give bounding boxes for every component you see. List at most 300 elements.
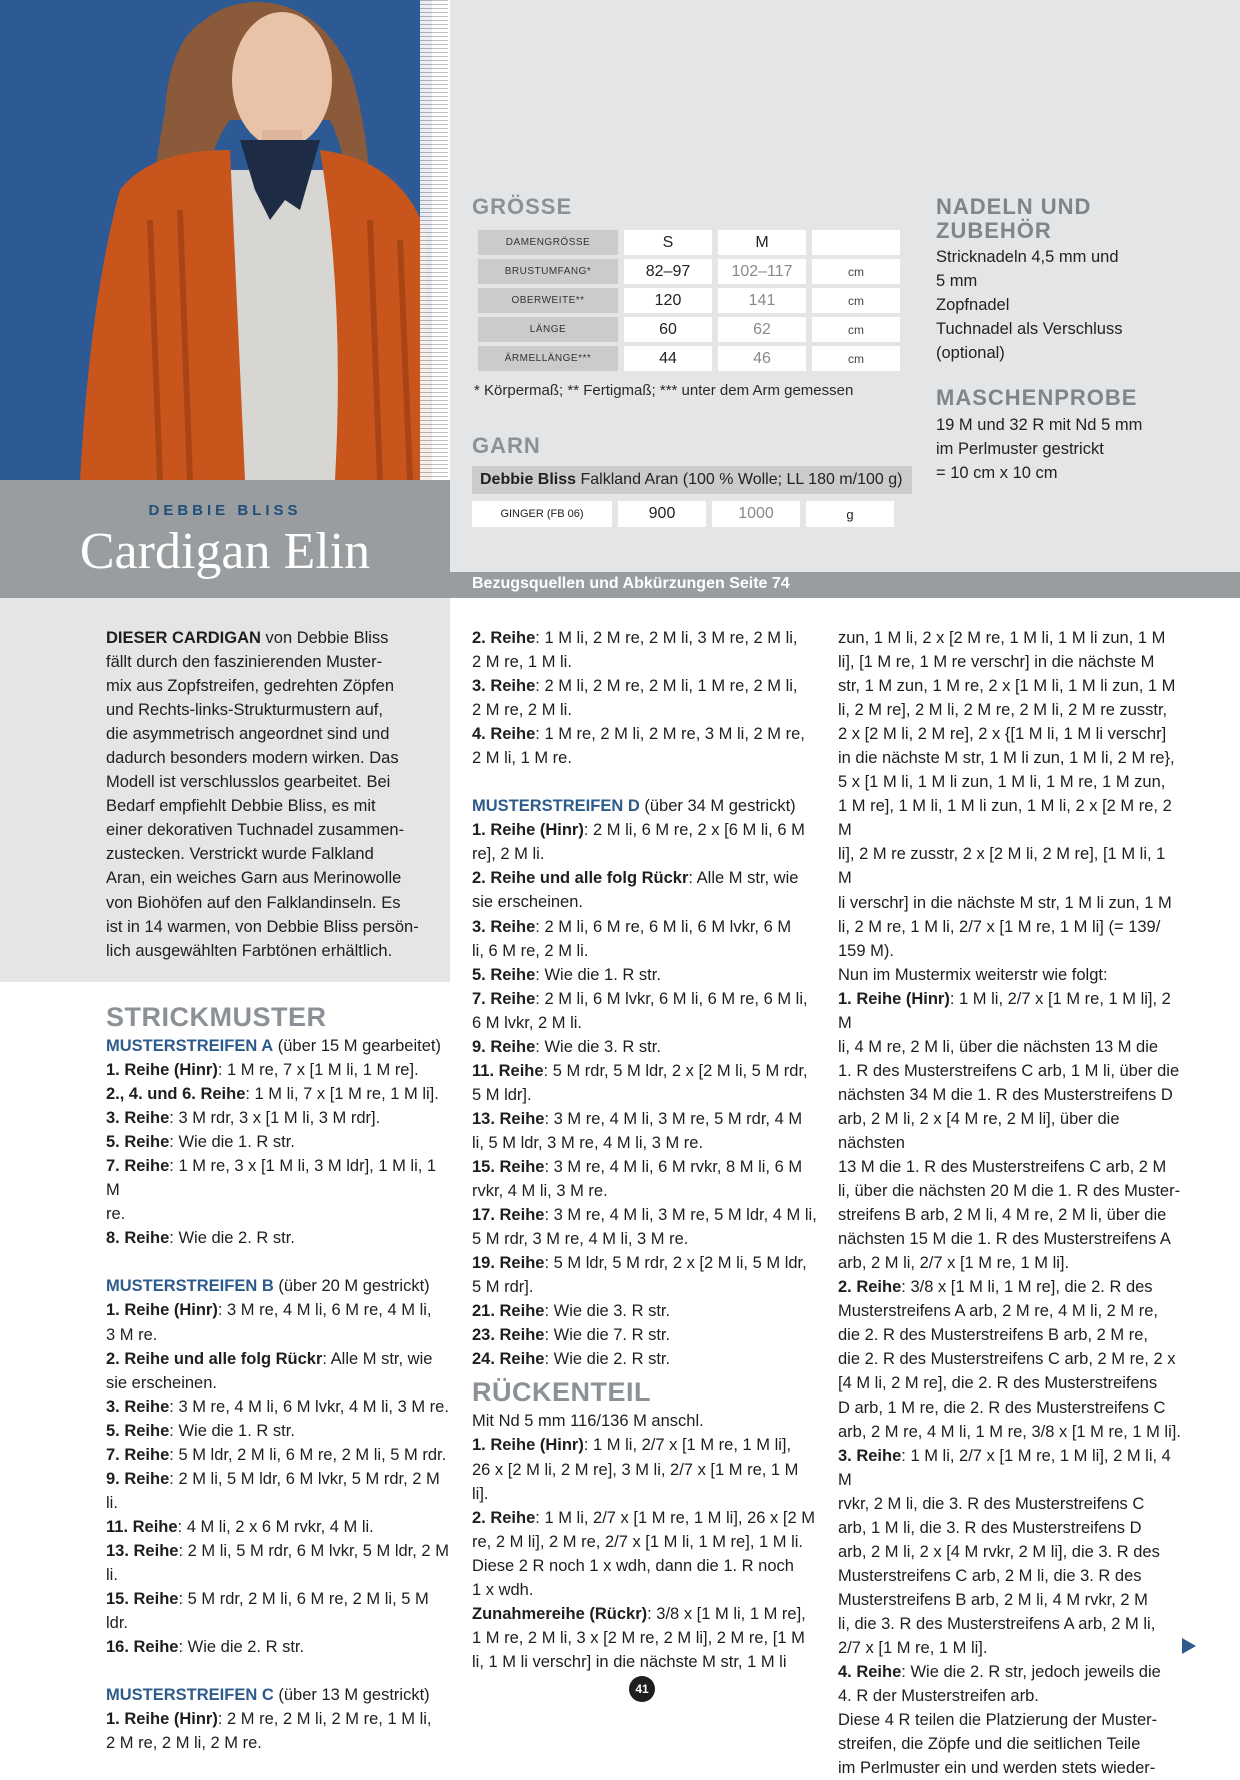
row-text: streifen, die Zöpfe und die seitlichen Teile	[838, 1735, 1141, 1754]
instruction-line	[106, 1587, 451, 1635]
row-label: 1. Reihe (Hinr)	[472, 821, 584, 840]
instruction-line	[838, 1444, 1183, 1492]
row-text: Diese 2 R noch 1 x wdh, dann die 1. R noch	[472, 1556, 794, 1575]
size-m: 46	[718, 346, 806, 371]
row-text: : 1 M li, 2/7 x [1 M re, 1 M li], 26 x [2 M	[535, 1508, 815, 1527]
instruction-line	[472, 1299, 817, 1323]
intro-line: dadurch besonders modern wirken. Das	[106, 749, 399, 768]
yarn-table	[466, 497, 900, 531]
row-text: Musterstreifens A arb, 2 M re, 4 M li, 2 M re,	[838, 1302, 1159, 1321]
row-text: rvkr, 2 M li, die 3. R des Musterstreifens C	[838, 1494, 1145, 1513]
instruction-line	[472, 1179, 817, 1203]
intro-text	[106, 626, 441, 963]
intro-line: Bedarf empfiehlt Debbie Bliss, es mit	[106, 797, 376, 816]
instruction-line	[472, 1203, 817, 1227]
row-text: 1. R des Musterstreifens C arb, 1 M li, über die	[838, 1061, 1180, 1080]
instruction-line	[838, 1588, 1183, 1612]
instruction-line	[472, 1578, 817, 1602]
section-heading: STRICKMUSTER	[106, 1002, 327, 1032]
size-s: 120	[624, 288, 712, 313]
row-text: : Wie die 1. R str.	[169, 1133, 295, 1152]
stripe-note: (über 15 M gearbeitet)	[273, 1037, 441, 1055]
yarn-desc: Falkland Aran (100 % Wolle; LL 180 m/100 g)	[580, 471, 903, 488]
instruction-line	[838, 794, 1183, 842]
intro-line: lich ausgewählten Farbtönen erhältlich.	[106, 941, 393, 960]
row-text: 26 x [2 M li, 2 M re], 3 M li, 2/7 x [1 M re, 1 M li].	[472, 1460, 799, 1503]
instruction-line	[838, 674, 1183, 698]
row-text: : 5 M ldr, 5 M rdr, 2 x [2 M li, 5 M ldr,	[544, 1254, 807, 1273]
instruction-line	[838, 650, 1183, 674]
stripe-c-rows-cont	[472, 626, 817, 770]
row-text: D arb, 1 M re, die 2. R des Musterstreifens C	[838, 1398, 1166, 1417]
spacer	[106, 1659, 451, 1683]
row-text: li, über die nächsten 20 M die 1. R des Muster-	[838, 1182, 1181, 1201]
row-text: li, 6 M re, 2 M li.	[472, 941, 589, 960]
subsection-heading	[106, 1034, 451, 1058]
instruction-line	[472, 890, 817, 914]
size-unit: cm	[812, 346, 900, 371]
size-m: 102–117	[718, 259, 806, 284]
stripe-c-rows	[106, 1707, 451, 1755]
instruction-line	[838, 842, 1183, 890]
size-label: ÄRMELLÄNGE***	[478, 346, 618, 371]
page-number: 41	[629, 1676, 655, 1702]
intro-line: mix aus Zopfstreifen, gedrehten Zöpfen	[106, 677, 394, 696]
instruction-line	[106, 1130, 451, 1154]
row-text: 2 M re, 1 M li.	[472, 653, 572, 672]
instruction-line	[838, 891, 1183, 915]
intro-line: zustecken. Verstrickt wurde Falkland	[106, 845, 374, 864]
row-text: arb, 1 M li, die 3. R des Musterstreifens D	[838, 1518, 1142, 1537]
instruction-line	[838, 1371, 1183, 1395]
instruction-line	[838, 1299, 1183, 1323]
row-label: 7. Reihe	[106, 1157, 170, 1176]
yarn-unit: g	[806, 501, 894, 527]
stripe-a-heading: MUSTERSTREIFEN A	[106, 1037, 274, 1055]
row-label: 2., 4. und 6. Reihe	[106, 1085, 246, 1104]
table-row	[472, 501, 894, 527]
row-label: 3. Reihe	[472, 917, 536, 936]
instruction-line	[472, 1107, 817, 1131]
row-text: 2 M li, 1 M re.	[472, 749, 572, 768]
instruction-line	[472, 674, 817, 698]
instruction-line	[472, 1554, 817, 1578]
intro-line: von Biohöfen auf den Falklandinseln. Es	[106, 893, 401, 912]
row-label: 9. Reihe	[472, 1037, 536, 1056]
instruction-line	[106, 1202, 451, 1226]
row-text: li, 5 M ldr, 3 M re, 4 M li, 3 M re.	[472, 1133, 704, 1152]
row-text: : 1 M li, 2/7 x [1 M re, 1 M li],	[583, 1436, 792, 1455]
row-text: : Wie die 2. R str.	[544, 1350, 671, 1369]
intro-line: die asymmetrisch angeordnet sind und	[106, 725, 390, 744]
row-text: arb, 2 M li, 2 x [4 M re, 2 M li], über die nächsten	[838, 1109, 1120, 1152]
size-label: DAMENGRÖSSE	[478, 230, 618, 255]
instruction-line	[838, 698, 1183, 722]
intro-line: ist in 14 warmen, von Debbie Bliss persön-	[106, 917, 419, 936]
row-label: 1. Reihe (Hinr)	[106, 1301, 218, 1320]
row-label: 2. Reihe und alle folg Rückr	[472, 869, 689, 888]
row-text: li], [1 M re, 1 M re verschr] in die nächste M	[838, 653, 1155, 672]
size-unit: cm	[812, 259, 900, 284]
row-text: sie erscheinen.	[472, 893, 583, 912]
stripe-a-rows	[106, 1058, 451, 1250]
row-text: : Wie die 7. R str.	[544, 1326, 671, 1345]
subsection-heading	[106, 1274, 451, 1298]
row-text: : Wie die 2. R str.	[169, 1229, 295, 1248]
row-text: : 2 M li, 2 M re, 2 M li, 1 M re, 2 M li,	[535, 677, 798, 696]
size-unit: cm	[812, 317, 900, 342]
instruction-line	[838, 770, 1183, 794]
row-text: : 1 M re, 3 x [1 M li, 3 M ldr], 1 M li, 1 M	[106, 1157, 437, 1200]
row-text: : 3 M re, 4 M li, 6 M re, 4 M li,	[217, 1301, 432, 1320]
intro-line: Modell ist verschlusslos gearbeitet. Bei	[106, 773, 391, 792]
row-text: arb, 2 M li, 2 x [4 M rvkr, 2 M li], die 3. R des	[838, 1542, 1160, 1561]
row-text: re, 2 M li], 2 M re, 2/7 x [1 M li, 1 M re], 1 M li.	[472, 1532, 803, 1551]
row-label: 15. Reihe	[106, 1590, 179, 1609]
row-text: : Alle M str, wie	[322, 1349, 433, 1368]
instruction-line	[838, 1203, 1183, 1227]
size-s: 60	[624, 317, 712, 342]
instruction-line	[472, 1458, 817, 1506]
size-heading: GRÖSSE	[472, 194, 573, 219]
stripe-d-rows	[472, 818, 817, 1371]
instruction-line	[472, 1506, 817, 1530]
row-label: 5. Reihe	[106, 1133, 170, 1152]
gauge-line: = 10 cm x 10 cm	[936, 464, 1058, 482]
row-text: li, 1 M li verschr] in die nächste M str, 1 M li	[472, 1652, 787, 1671]
stripe-note: (über 13 M gestrickt)	[273, 1686, 430, 1705]
instruction-line	[106, 1347, 451, 1371]
size-m: 141	[718, 288, 806, 313]
gauge-heading: MASCHENPROBE	[936, 385, 1138, 410]
row-label: 21. Reihe	[472, 1302, 545, 1321]
row-text: : 1 M re, 7 x [1 M li, 1 M re].	[217, 1061, 419, 1080]
row-text: : 3 M re, 4 M li, 6 M lvkr, 4 M li, 3 M re.	[169, 1397, 449, 1416]
row-text: : Wie die 1. R str.	[535, 965, 661, 984]
row-text: : 2 M li, 6 M re, 6 M li, 6 M lvkr, 6 M	[535, 917, 792, 936]
instruction-line	[106, 1298, 451, 1322]
instruction-line	[838, 1323, 1183, 1347]
back-rows-cont	[838, 626, 1183, 1780]
instruction-line	[472, 1650, 817, 1674]
instruction-line	[472, 1059, 817, 1083]
needles-item: Zopfnadel	[936, 296, 1010, 314]
table-row	[478, 288, 900, 313]
yarn-brand: Debbie Bliss	[480, 471, 577, 488]
needles-item: (optional)	[936, 344, 1005, 362]
instruction-line	[472, 1035, 817, 1059]
row-label: 13. Reihe	[106, 1541, 179, 1560]
row-text: Mit Nd 5 mm 116/136 M anschl.	[472, 1412, 704, 1431]
row-text: : 1 M li, 2/7 x [1 M re, 1 M li], 2 M li, 4 M	[838, 1446, 1171, 1489]
row-text: 2 M re, 2 M li.	[472, 701, 572, 720]
row-label: 3. Reihe	[106, 1109, 170, 1128]
instruction-line	[838, 1059, 1183, 1083]
instruction-line	[472, 1347, 817, 1371]
row-label: 3. Reihe	[472, 677, 536, 696]
row-label: 2. Reihe und alle folg Rückr	[106, 1349, 323, 1368]
gauge-text	[936, 413, 1142, 485]
intro-line: Aran, ein weiches Garn aus Merinowolle	[106, 869, 402, 888]
instruction-line	[472, 1011, 817, 1035]
source-note: Bezugsquellen und Abkürzungen Seite 74	[472, 575, 790, 592]
row-label: 2. Reihe	[472, 1508, 536, 1527]
size-footnote: * Körpermaß; ** Fertigmaß; *** unter dem Arm gemessen	[474, 382, 854, 399]
page-title: Cardigan Elin	[79, 523, 371, 580]
row-label: 7. Reihe	[472, 989, 536, 1008]
row-text: : Wie die 3. R str.	[535, 1037, 661, 1056]
row-text: Musterstreifens C arb, 2 M li, die 3. R des	[838, 1566, 1142, 1585]
row-text: : 5 M ldr, 2 M li, 6 M re, 2 M li, 5 M rdr.	[169, 1445, 447, 1464]
instruction-line	[838, 1035, 1183, 1059]
row-text: Musterstreifens B arb, 2 M li, 4 M rvkr, 2 M	[838, 1590, 1148, 1609]
row-text: li, die 3. R des Musterstreifens A arb, 2 M li,	[838, 1614, 1156, 1633]
row-text: in die nächste M str, 1 M li zun, 1 M li, 2 M re},	[838, 749, 1175, 768]
size-s: 44	[624, 346, 712, 371]
row-label: 3. Reihe	[838, 1446, 902, 1465]
row-text: re.	[106, 1205, 126, 1224]
instruction-line	[106, 1707, 451, 1731]
row-label: 19. Reihe	[472, 1254, 545, 1273]
row-label: 4. Reihe	[472, 725, 536, 744]
gauge-line: 19 M und 32 R mit Nd 5 mm	[936, 416, 1143, 434]
row-label: 24. Reihe	[472, 1350, 545, 1369]
yarn-color: GINGER (FB 06)	[472, 501, 612, 527]
instruction-line	[472, 746, 817, 770]
row-label: 2. Reihe	[838, 1278, 902, 1297]
row-label: 17. Reihe	[472, 1206, 545, 1225]
instruction-line	[838, 1251, 1183, 1275]
row-label: 1. Reihe (Hinr)	[472, 1436, 584, 1455]
row-text: li, 4 M re, 2 M li, über die nächsten 13 M die	[838, 1037, 1159, 1056]
gauge-line: im Perlmuster gestrickt	[936, 440, 1104, 458]
instruction-line	[838, 626, 1183, 650]
row-text: zun, 1 M li, 2 x [2 M re, 1 M li, 1 M li zun, 1 M	[838, 629, 1166, 647]
instruction-line	[472, 1602, 817, 1626]
row-label: Zunahmereihe (Rückr)	[472, 1604, 648, 1623]
row-text: : 3 M rdr, 3 x [1 M li, 3 M rdr].	[169, 1109, 381, 1128]
stripe-note: (über 34 M gestrickt)	[639, 797, 796, 816]
instruction-line	[838, 1636, 1183, 1660]
needles-heading	[936, 195, 1091, 243]
size-s: 82–97	[624, 259, 712, 284]
instruction-line	[838, 1564, 1183, 1588]
spacer	[472, 770, 817, 794]
instruction-line	[106, 1539, 451, 1587]
row-text: li, 2 M re, 1 M li, 2/7 x [1 M re, 1 M li] (= 139/	[838, 917, 1161, 936]
row-text: : Wie die 1. R str.	[169, 1421, 295, 1440]
row-text: Diese 4 R teilen die Platzierung der Muster-	[838, 1711, 1158, 1730]
row-text: : Wie die 2. R str.	[178, 1638, 305, 1657]
instruction-line	[838, 1492, 1183, 1516]
instruction-line	[838, 722, 1183, 746]
instruction-line	[838, 1540, 1183, 1564]
instruction-line	[838, 963, 1183, 987]
size-m: 62	[718, 317, 806, 342]
row-text: die 2. R des Musterstreifens C arb, 2 M re, 2 x	[838, 1350, 1176, 1369]
instruction-line	[838, 1396, 1183, 1420]
size-label: LÄNGE	[478, 317, 618, 342]
needles-item: Tuchnadel als Verschluss	[936, 320, 1123, 338]
row-text: 3 M re.	[106, 1325, 158, 1344]
size-m: M	[718, 230, 806, 255]
yarn-m: 1000	[712, 501, 800, 527]
instruction-line	[838, 1660, 1183, 1684]
section-heading: RÜCKENTEIL	[472, 1377, 651, 1408]
size-s: S	[624, 230, 712, 255]
instruction-line	[838, 1708, 1183, 1732]
row-label: 16. Reihe	[106, 1638, 179, 1657]
row-text: : 1 M li, 2 M re, 2 M li, 3 M re, 2 M li,	[535, 629, 798, 647]
size-unit	[812, 230, 900, 255]
yarn-heading: GARN	[472, 433, 541, 458]
designer-name: DEBBIE BLISS	[148, 502, 302, 519]
stripe-d-heading: MUSTERSTREIFEN D	[472, 797, 640, 816]
instruction-line	[472, 1409, 817, 1433]
intro-line: und Rechts-links-Strukturmustern auf,	[106, 701, 383, 720]
instruction-line	[838, 915, 1183, 939]
yarn-s: 900	[618, 501, 706, 527]
row-text: arb, 2 M re, 4 M li, 1 M re, 3/8 x [1 M re, 1 M li].	[838, 1422, 1181, 1441]
triangle-right-icon	[1182, 1638, 1196, 1654]
instruction-line	[472, 650, 817, 674]
instruction-line	[472, 722, 817, 746]
stripe-b-heading: MUSTERSTREIFEN B	[106, 1277, 274, 1296]
instruction-line	[106, 1515, 451, 1539]
row-text: 1 M re], 1 M li, 1 M li zun, 1 M li, 2 x [2 M re, 2 M	[838, 797, 1172, 840]
row-text: li], 2 M re zusstr, 2 x [2 M li, 2 M re], [1 M li, 1 M	[838, 845, 1166, 888]
row-label: 1. Reihe (Hinr)	[106, 1061, 218, 1080]
row-label: 1. Reihe (Hinr)	[838, 989, 950, 1008]
instruction-line	[472, 1251, 817, 1275]
instruction-line	[472, 1626, 817, 1650]
instruction-line	[838, 1420, 1183, 1444]
row-text: Nun im Mustermix weiterstr wie folgt:	[838, 965, 1108, 984]
instruction-line	[472, 626, 817, 650]
instruction-line	[472, 1323, 817, 1347]
model-photo	[0, 0, 432, 480]
row-label: 4. Reihe	[838, 1663, 902, 1682]
instruction-line	[838, 1684, 1183, 1708]
row-text: : 3 M re, 4 M li, 3 M re, 5 M rdr, 4 M	[544, 1109, 803, 1128]
instruction-line	[838, 987, 1183, 1035]
row-label: 5. Reihe	[472, 965, 536, 984]
row-text: str, 1 M zun, 1 M re, 2 x [1 M li, 1 M li zun, 1 M	[838, 677, 1176, 696]
size-table	[472, 226, 906, 375]
row-text: : 3 M re, 4 M li, 6 M rvkr, 8 M li, 6 M	[544, 1157, 803, 1176]
instruction-line	[472, 987, 817, 1011]
row-text: : 5 M rdr, 2 M li, 6 M re, 2 M li, 5 M ldr.	[106, 1590, 429, 1633]
column-1	[106, 1000, 451, 1755]
size-label: OBERWEITE**	[478, 288, 618, 313]
table-row	[478, 317, 900, 342]
instruction-line	[106, 1731, 451, 1755]
instruction-line	[472, 1275, 817, 1299]
instruction-line	[106, 1323, 451, 1347]
intro-line-text: von Debbie Bliss	[260, 629, 389, 647]
row-text: streifens B arb, 2 M li, 4 M re, 2 M li, über die	[838, 1206, 1167, 1225]
row-text: 2/7 x [1 M re, 1 M li].	[838, 1638, 988, 1657]
subsection-heading	[106, 1683, 451, 1707]
row-text: : 2 M li, 6 M lvkr, 6 M li, 6 M re, 6 M li,	[535, 989, 808, 1008]
instruction-line	[106, 1082, 451, 1106]
row-text: 5 M ldr].	[472, 1085, 532, 1104]
instruction-line	[472, 939, 817, 963]
intro-lead: DIESER CARDIGAN	[106, 629, 261, 647]
row-label: 23. Reihe	[472, 1326, 545, 1345]
instruction-line	[472, 1433, 817, 1457]
subsection-heading	[472, 794, 817, 818]
row-label: 2. Reihe	[472, 629, 536, 647]
instruction-line	[838, 746, 1183, 770]
instruction-line	[106, 1635, 451, 1659]
row-text: 5 M rdr].	[472, 1278, 534, 1297]
row-text: 2 x [2 M li, 2 M re], 2 x {[1 M li, 1 M li verschr]	[838, 725, 1167, 744]
column-3	[838, 626, 1183, 1780]
stripe-c-heading: MUSTERSTREIFEN C	[106, 1686, 274, 1705]
row-text: arb, 2 M li, 2/7 x [1 M re, 1 M li].	[838, 1254, 1070, 1273]
needles-heading-line: NADELN UND	[936, 194, 1092, 219]
row-text: nächsten 34 M die 1. R des Musterstreifens D	[838, 1085, 1173, 1104]
instruction-line	[472, 915, 817, 939]
row-label: 5. Reihe	[106, 1421, 170, 1440]
row-text: 1 M re, 2 M li, 3 x [2 M re, 2 M li], 2 M re, [1 M	[472, 1628, 805, 1647]
instruction-line	[472, 1083, 817, 1107]
instruction-line	[838, 1732, 1183, 1756]
spacer	[106, 1250, 451, 1274]
row-text: 13 M die 1. R des Musterstreifens C arb, 2 M	[838, 1158, 1167, 1177]
row-text: nächsten 15 M die 1. R des Musterstreifens A	[838, 1230, 1171, 1249]
table-row	[478, 259, 900, 284]
instruction-line	[106, 1371, 451, 1395]
instruction-line	[106, 1419, 451, 1443]
needles-list	[936, 245, 1123, 365]
instruction-line	[838, 1275, 1183, 1299]
instruction-line	[472, 963, 817, 987]
row-text: die 2. R des Musterstreifens B arb, 2 M re,	[838, 1326, 1148, 1345]
row-text: : 1 M re, 2 M li, 2 M re, 3 M li, 2 M re,	[535, 725, 805, 744]
row-text: rvkr, 4 M li, 3 M re.	[472, 1182, 608, 1201]
instruction-line	[106, 1106, 451, 1130]
instruction-line	[472, 698, 817, 722]
needles-item: 5 mm	[936, 272, 978, 290]
row-label: 9. Reihe	[106, 1469, 170, 1488]
back-rows	[472, 1409, 817, 1674]
needles-item: Stricknadeln 4,5 mm und	[936, 248, 1119, 266]
row-label: 7. Reihe	[106, 1445, 170, 1464]
row-text: : 2 M li, 6 M re, 2 x [6 M li, 6 M	[583, 821, 805, 840]
row-text: : 5 M rdr, 5 M ldr, 2 x [2 M li, 5 M rdr,	[543, 1061, 808, 1080]
table-row	[478, 230, 900, 255]
row-text: : 3/8 x [1 M li, 1 M re], die 2. R des	[901, 1278, 1153, 1297]
row-text: 1 x wdh.	[472, 1580, 534, 1599]
row-text: : 2 M li, 5 M rdr, 6 M lvkr, 5 M ldr, 2 M li.	[106, 1541, 449, 1584]
instruction-line	[472, 1131, 817, 1155]
row-text: li, 2 M re], 2 M li, 2 M re, 2 M li, 2 M re zusstr,	[838, 701, 1168, 720]
instruction-line	[472, 1530, 817, 1554]
row-label: 3. Reihe	[106, 1397, 170, 1416]
row-text: im Perlmuster ein und werden stets wieder-	[838, 1759, 1156, 1778]
row-text: : 1 M li, 7 x [1 M re, 1 M li].	[245, 1085, 439, 1104]
instruction-line	[838, 939, 1183, 963]
size-unit: cm	[812, 288, 900, 313]
row-text: 6 M lvkr, 2 M li.	[472, 1013, 583, 1032]
row-text: 4. R der Musterstreifen arb.	[838, 1687, 1039, 1706]
intro-line: einer dekorativen Tuchnadel zusammen-	[106, 821, 405, 840]
row-text: : 3/8 x [1 M li, 1 M re],	[647, 1604, 806, 1623]
needles-heading-line: ZUBEHÖR	[936, 218, 1052, 243]
stripe-note: (über 20 M gestrickt)	[273, 1277, 430, 1296]
